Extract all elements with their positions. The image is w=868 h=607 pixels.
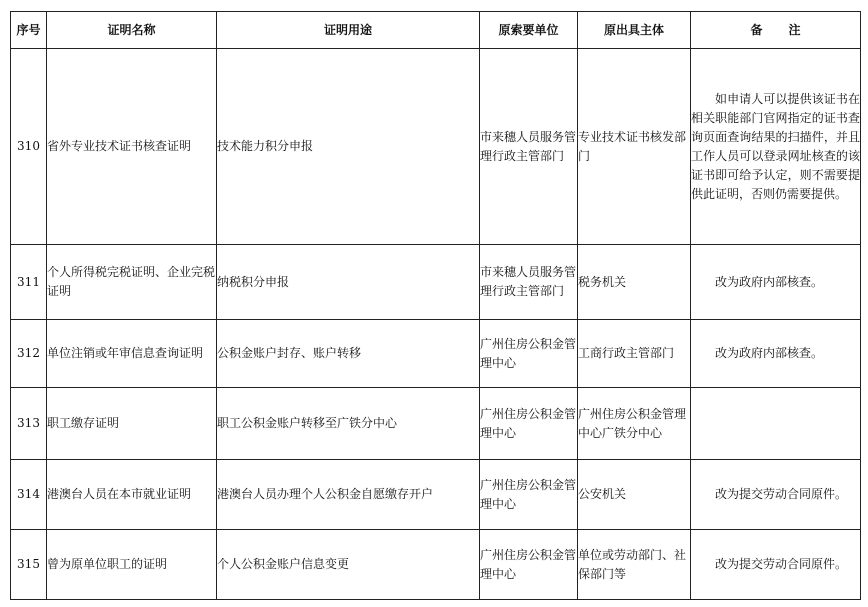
row-issuer: 广州住房公积金管理中心广铁分中心 <box>578 388 691 460</box>
row-remark-cell <box>691 388 861 460</box>
row-requester: 市来穗人员服务管理行政主管部门 <box>480 49 578 245</box>
table-row <box>11 49 861 245</box>
row-usage: 公积金账户封存、账户转移 <box>217 320 480 388</box>
row-remark-cell <box>691 245 861 320</box>
row-no: 310 <box>11 49 47 245</box>
header-usage: 证明用途 <box>217 12 480 49</box>
row-requester: 市来穗人员服务管理行政主管部门 <box>480 245 578 320</box>
row-issuer: 工商行政主管部门 <box>578 320 691 388</box>
row-issuer: 单位或劳动部门、社保部门等 <box>578 530 691 600</box>
table-row <box>11 460 861 530</box>
row-name: 曾为原单位职工的证明 <box>47 530 217 600</box>
row-name: 港澳台人员在本市就业证明 <box>47 460 217 530</box>
table-row <box>11 388 861 460</box>
row-remark: 改为政府内部核查。 <box>715 346 824 360</box>
certificate-table <box>10 11 861 600</box>
row-requester: 广州住房公积金管理中心 <box>480 460 578 530</box>
row-no: 312 <box>11 320 47 388</box>
header-name: 证明名称 <box>47 12 217 49</box>
row-requester: 广州住房公积金管理中心 <box>480 530 578 600</box>
row-no: 313 <box>11 388 47 460</box>
header-no: 序号 <box>11 12 47 49</box>
row-name: 单位注销或年审信息查询证明 <box>47 320 217 388</box>
row-usage: 港澳台人员办理个人公积金自愿缴存开户 <box>217 460 480 530</box>
row-issuer: 专业技术证书核发部门 <box>578 49 691 245</box>
header-requester: 原索要单位 <box>480 12 578 49</box>
row-remark-cell <box>691 320 861 388</box>
row-remark: 改为提交劳动合同原件。 <box>715 487 848 501</box>
header-issuer: 原出具主体 <box>578 12 691 49</box>
table-row <box>11 245 861 320</box>
row-name: 职工缴存证明 <box>47 388 217 460</box>
row-name: 个人所得税完税证明、企业完税证明 <box>47 245 217 320</box>
row-no: 311 <box>11 245 47 320</box>
row-no: 314 <box>11 460 47 530</box>
header-remark: 备注 <box>691 12 861 49</box>
row-issuer: 公安机关 <box>578 460 691 530</box>
row-requester: 广州住房公积金管理中心 <box>480 320 578 388</box>
table-header-row <box>11 12 861 49</box>
row-requester: 广州住房公积金管理中心 <box>480 388 578 460</box>
row-usage: 技术能力积分申报 <box>217 49 480 245</box>
table-row <box>11 530 861 600</box>
table-row <box>11 320 861 388</box>
row-remark-cell <box>691 460 861 530</box>
row-usage: 个人公积金账户信息变更 <box>217 530 480 600</box>
row-no: 315 <box>11 530 47 600</box>
row-remark-cell <box>691 530 861 600</box>
row-name: 省外专业技术证书核查证明 <box>47 49 217 245</box>
row-remark: 改为政府内部核查。 <box>715 274 824 289</box>
row-issuer: 税务机关 <box>578 245 691 320</box>
row-remark: 如申请人可以提供该证书在相关职能部门官网指定的证书查询页面查询结果的扫描件，并且工作人员可以登录网址核查的该证书即可给予认定，则不需要提供此证明，否则仍需要提供。 <box>691 91 860 201</box>
row-usage: 职工公积金账户转移至广铁分中心 <box>217 388 480 460</box>
row-usage: 纳税积分申报 <box>217 245 480 320</box>
row-remark-cell <box>691 49 861 245</box>
row-remark: 改为提交劳动合同原件。 <box>715 557 848 571</box>
